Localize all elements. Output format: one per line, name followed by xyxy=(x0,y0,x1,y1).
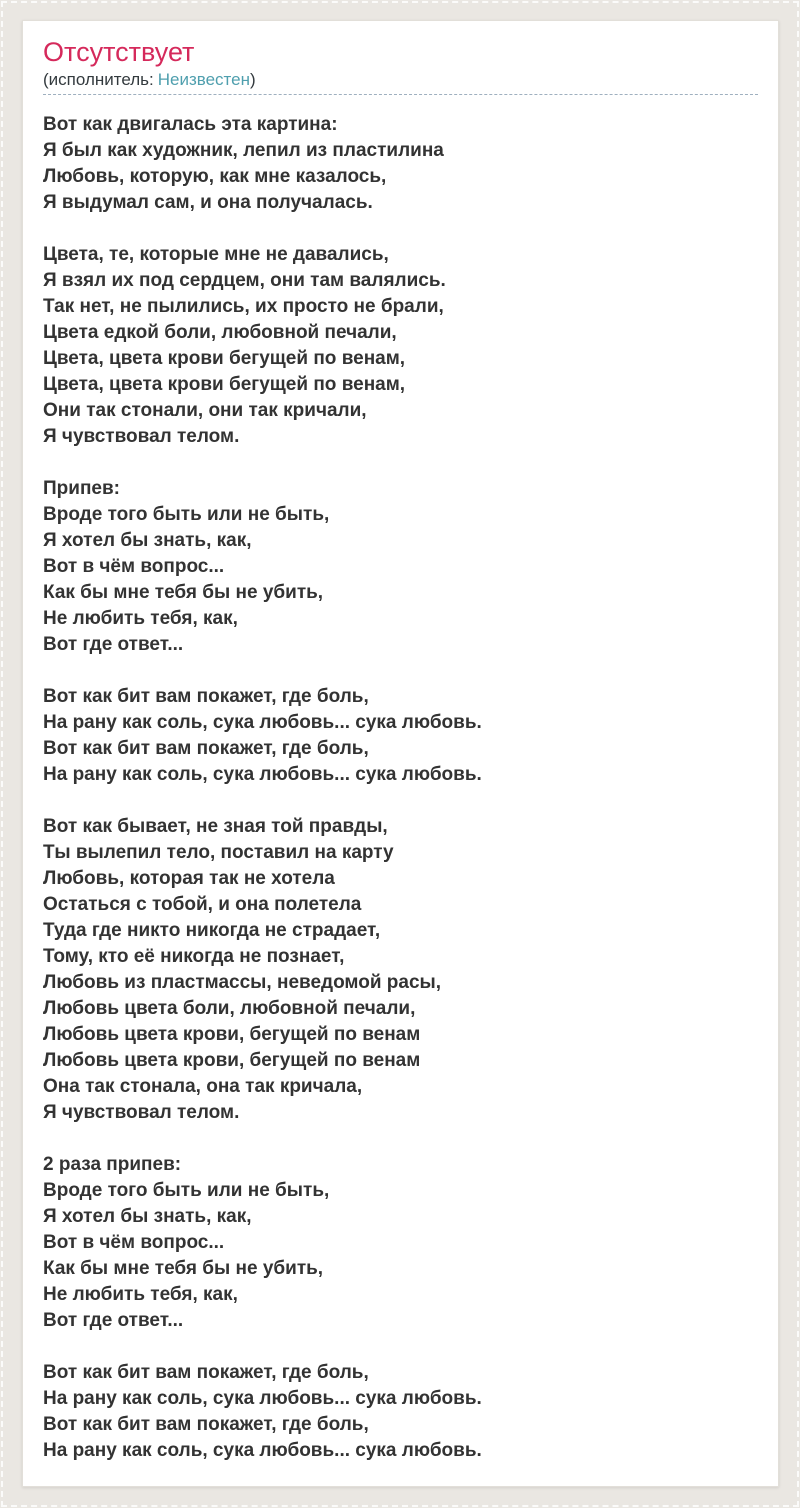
lyric-line: Как бы мне тебя бы не убить, xyxy=(43,1258,324,1279)
lyric-line: Любовь цвета крови, бегущей по венам xyxy=(43,1050,421,1071)
lyric-line: Вот как бывает, не зная той правды, xyxy=(43,816,388,837)
lyric-line: Любовь цвета крови, бегущей по венам xyxy=(43,1024,421,1045)
lyric-line: Цвета едкой боли, любовной печали, xyxy=(43,322,397,343)
lyric-line: Я был как художник, лепил из пластилина xyxy=(43,140,444,161)
lyric-line: Я выдумал сам, и она получалась. xyxy=(43,192,373,213)
lyric-line: Как бы мне тебя бы не убить, xyxy=(43,582,324,603)
lyric-line: Так нет, не пылились, их просто не брали, xyxy=(43,296,444,317)
lyric-line: Вот как бит вам покажет, где боль, xyxy=(43,1414,369,1435)
lyric-line: 2 раза припев: xyxy=(43,1154,182,1175)
lyric-line: Не любить тебя, как, xyxy=(43,608,238,629)
lyric-line xyxy=(43,216,758,242)
lyric-line: Я взял их под сердцем, они там валялись. xyxy=(43,270,446,291)
lyric-line: Я чувствовал телом. xyxy=(43,426,240,447)
lyric-line: Остаться с тобой, и она полетела xyxy=(43,894,362,915)
lyric-line: Вот как бит вам покажет, где боль, xyxy=(43,1362,369,1383)
lyric-line: Вот где ответ... xyxy=(43,1310,184,1331)
lyric-line: Они так стонали, они так кричали, xyxy=(43,400,367,421)
song-title: Отсутствует xyxy=(43,37,195,67)
lyrics-card xyxy=(22,20,779,1487)
lyric-line: На рану как соль, сука любовь... сука любовь. xyxy=(43,1440,482,1461)
lyric-line: Вот где ответ... xyxy=(43,634,184,655)
lyric-line: Любовь из пластмассы, неведомой расы, xyxy=(43,972,442,993)
lyric-line: Вот в чём вопрос... xyxy=(43,556,225,577)
lyric-line: Она так стонала, она так кричала, xyxy=(43,1076,363,1097)
lyric-line: На рану как соль, сука любовь... сука любовь. xyxy=(43,764,482,785)
lyric-line: Не любить тебя, как, xyxy=(43,1284,238,1305)
lyric-line: Туда где никто никогда не страдает, xyxy=(43,920,381,941)
lyrics-text xyxy=(43,112,758,1464)
lyric-line: Я хотел бы знать, как, xyxy=(43,530,252,551)
lyric-line: Вот как бит вам покажет, где боль, xyxy=(43,738,369,759)
artist-link[interactable]: Неизвестен xyxy=(157,70,250,89)
lyric-line: Цвета, цвета крови бегущей по венам, xyxy=(43,374,406,395)
lyric-line: Вот в чём вопрос... xyxy=(43,1232,225,1253)
lyric-line: Я чувствовал телом. xyxy=(43,1102,240,1123)
lyric-line: Любовь, которая так не хотела xyxy=(43,868,335,889)
lyric-line xyxy=(43,788,758,814)
lyric-line xyxy=(43,658,758,684)
lyric-line: Любовь цвета боли, любовной печали, xyxy=(43,998,416,1019)
lyric-line xyxy=(43,1126,758,1152)
lyric-line: Припев: xyxy=(43,478,120,499)
lyric-line: Цвета, те, которые мне не давались, xyxy=(43,244,389,265)
artist-label: (исполнитель: xyxy=(43,70,154,89)
lyric-line: Вот как бит вам покажет, где боль, xyxy=(43,686,369,707)
lyric-line: На рану как соль, сука любовь... сука любовь. xyxy=(43,1388,482,1409)
lyric-line: Тому, кто её никогда не познает, xyxy=(43,946,345,967)
artist-line xyxy=(43,69,758,95)
lyric-line: Я хотел бы знать, как, xyxy=(43,1206,252,1227)
lyric-line: Вот как двигалась эта картина: xyxy=(43,114,338,135)
lyric-line: Вроде того быть или не быть, xyxy=(43,504,330,525)
artist-suffix: ) xyxy=(250,70,256,89)
lyric-line xyxy=(43,450,758,476)
lyric-line xyxy=(43,1334,758,1360)
lyric-line: Ты вылепил тело, поставил на карту xyxy=(43,842,394,863)
lyric-line: Цвета, цвета крови бегущей по венам, xyxy=(43,348,406,369)
lyric-line: Любовь, которую, как мне казалось, xyxy=(43,166,387,187)
lyric-line: Вроде того быть или не быть, xyxy=(43,1180,330,1201)
lyric-line: На рану как соль, сука любовь... сука любовь. xyxy=(43,712,482,733)
